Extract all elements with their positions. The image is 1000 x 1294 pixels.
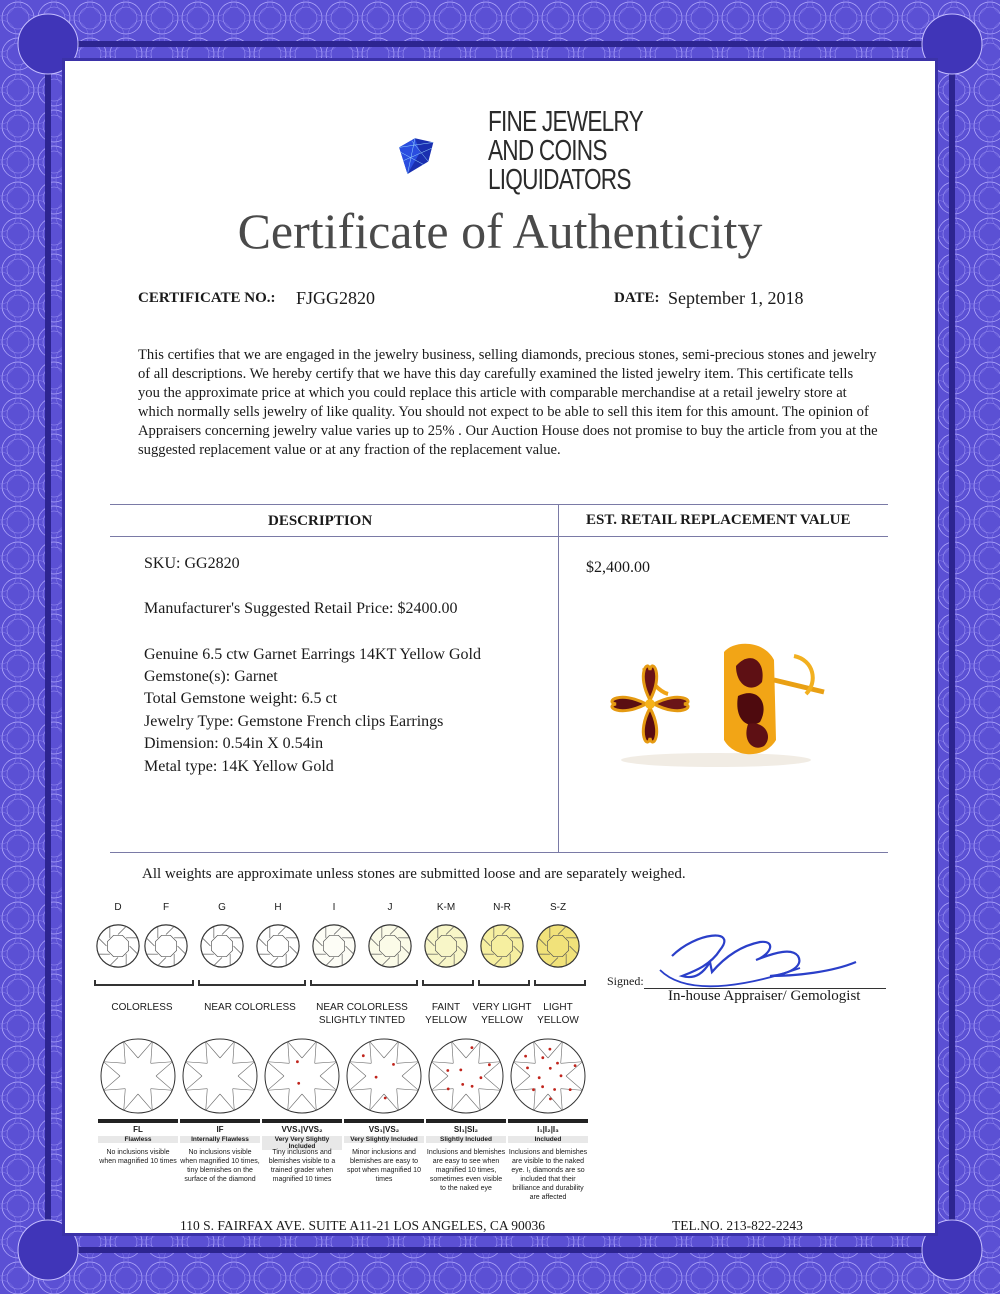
color-grade-letter: D (114, 902, 122, 913)
clarity-diamond-icon (508, 1036, 588, 1116)
signed-label: Signed: (607, 974, 644, 988)
earrings-image (604, 632, 826, 768)
table-top-rule (110, 504, 888, 505)
color-group-label: NEAR COLORLESS (316, 1002, 408, 1013)
color-group-bracket (422, 980, 474, 986)
color-grade-letter: I (332, 902, 336, 913)
color-group-bracket (198, 980, 306, 986)
clarity-diamond-icon (262, 1036, 342, 1116)
color-grade-letter: J (387, 902, 393, 913)
desc-line-5: Dimension: 0.54in X 0.54in (144, 735, 324, 752)
gem-logo-icon (395, 108, 495, 203)
color-stone-icon (366, 922, 414, 970)
clarity-divider (426, 1119, 506, 1123)
clarity-name: Very Very Slightly Included (262, 1136, 342, 1150)
color-grade-letter: N-R (493, 902, 511, 913)
clarity-divider (508, 1119, 588, 1123)
color-grade-letter: G (218, 902, 226, 913)
msrp: Manufacturer's Suggested Retail Price: $2400.00 (144, 600, 458, 617)
clarity-name: Slightly Included (426, 1136, 506, 1143)
color-grade-letter: K-M (436, 902, 456, 913)
address: 110 S. FAIRFAX AVE. SUITE A11-21 LOS ANGELES, CA 90036 (180, 1218, 546, 1233)
clarity-divider (98, 1119, 178, 1123)
color-group-label: YELLOW (537, 1015, 579, 1026)
clarity-description: Inclusions and blemishes are visible to the naked eye. I₁ diamonds are so included that their brilliance and durability are affected (508, 1149, 588, 1201)
clarity-name: Flawless (98, 1136, 178, 1143)
signer-title: In-house Appraiser/ Gemologist (668, 988, 861, 1004)
clarity-diamond-icon (344, 1036, 424, 1116)
clarity-divider (180, 1119, 260, 1123)
color-group-label: YELLOW (481, 1015, 523, 1026)
color-stone-icon (142, 922, 190, 970)
intro-paragraph: This certifies that we are engaged in the jewelry business, selling diamonds, precious stones, semi-precious stones and jewelry of all descriptions. We hereby certify that we have this day carefully examined the listed jewelry item. This certificate tells you the approximate price at which you could replace this article with comparable merchandise at a retail jewelry store at which normally sells jewelry of like quality. You should not expect to be able to sell this item for this amount. The opinion of Appraisers concerning jewelry value varies up to 25% . Our Auction House does not promise to buy the article from you at the suggested replacement value or at any fraction of the replacement value. (138, 347, 878, 458)
color-group-label: LIGHT (543, 1002, 573, 1013)
clarity-divider (262, 1119, 342, 1123)
color-group-label: NEAR COLORLESS (204, 1002, 296, 1013)
color-group-label: COLORLESS (111, 1002, 173, 1013)
description-header: DESCRIPTION (268, 513, 373, 529)
color-stone-icon (534, 922, 582, 970)
certificate-no-value: FJGG2820 (296, 288, 376, 308)
color-group-label: YELLOW (425, 1015, 467, 1026)
color-grade-letter: S-Z (549, 902, 567, 913)
date-label: DATE: (614, 290, 660, 306)
weights-note: All weights are approximate unless stones are submitted loose and are separately weighed. (142, 866, 686, 882)
color-stone-icon (310, 922, 358, 970)
clarity-name: Included (508, 1136, 588, 1143)
clarity-grade: VS₁|VS₂ (368, 1125, 400, 1134)
color-grade-letter: H (274, 902, 282, 913)
clarity-grade: IF (216, 1125, 224, 1134)
certificate-no-label: CERTIFICATE NO.: (138, 290, 276, 306)
clarity-diamond-icon (180, 1036, 260, 1116)
clarity-name: Very Slightly Included (344, 1136, 424, 1143)
clarity-divider (344, 1119, 424, 1123)
color-stone-icon (198, 922, 246, 970)
color-group-label: VERY LIGHT (472, 1002, 532, 1013)
clarity-grade: FL (133, 1125, 143, 1134)
clarity-description: No inclusions visible when magnified 10 times, tiny blemishes on the surface of the diamond (180, 1149, 260, 1183)
table-bottom-rule (110, 852, 888, 853)
table-header-rule (110, 536, 888, 537)
color-group-bracket (478, 980, 530, 986)
color-group-bracket (534, 980, 586, 986)
color-group-bracket (94, 980, 194, 986)
date-value: September 1, 2018 (668, 288, 804, 308)
desc-line-6: Metal type: 14K Yellow Gold (144, 758, 334, 775)
clarity-diamond-icon (426, 1036, 506, 1116)
company-logo-text: FINE JEWELRY AND COINS LIQUIDATORS (488, 106, 643, 196)
color-stone-icon (94, 922, 142, 970)
color-stone-icon (422, 922, 470, 970)
replacement-value: $2,400.00 (586, 559, 650, 576)
clarity-description: No inclusions visible when magnified 10 times (99, 1149, 177, 1165)
color-group-label: SLIGHTLY TINTED (318, 1015, 406, 1026)
page-title: Certificate of Authenticity (237, 203, 763, 259)
desc-line-4: Jewelry Type: Gemstone French clips Earrings (144, 713, 444, 730)
telephone: TEL.NO. 213-822-2243 (672, 1218, 803, 1233)
value-header: EST. RETAIL REPLACEMENT VALUE (586, 512, 851, 528)
desc-line-3: Total Gemstone weight: 6.5 ct (144, 690, 338, 707)
diamond-grading-chart (90, 896, 590, 1212)
desc-line-1: Genuine 6.5 ctw Garnet Earrings 14KT Yellow Gold (144, 646, 481, 663)
clarity-diamond-icon (98, 1036, 178, 1116)
desc-line-2: Gemstone(s): Garnet (144, 668, 278, 685)
table-column-divider (558, 504, 559, 852)
sku: SKU: GG2820 (144, 555, 240, 572)
color-grade-letter: F (162, 902, 170, 913)
color-group-label: FAINT (431, 1002, 461, 1013)
clarity-grade: SI₁|SI₂ (453, 1125, 479, 1134)
color-stone-icon (254, 922, 302, 970)
color-group-bracket (310, 980, 418, 986)
clarity-name: Internally Flawless (180, 1136, 260, 1143)
clarity-description: Minor inclusions and blemishes are easy to spot when magnified 10 times (347, 1149, 421, 1183)
clarity-grade: I₁|I₂|I₃ (537, 1125, 559, 1134)
color-stone-icon (478, 922, 526, 970)
clarity-description: Inclusions and blemishes are easy to see when magnified 10 times, sometimes even visible to the naked eye (426, 1149, 506, 1192)
clarity-description: Tiny inclusions and blemishes visible to a trained grader when magnified 10 times (268, 1149, 336, 1183)
clarity-grade: VVS₁|VVS₂ (281, 1125, 323, 1134)
